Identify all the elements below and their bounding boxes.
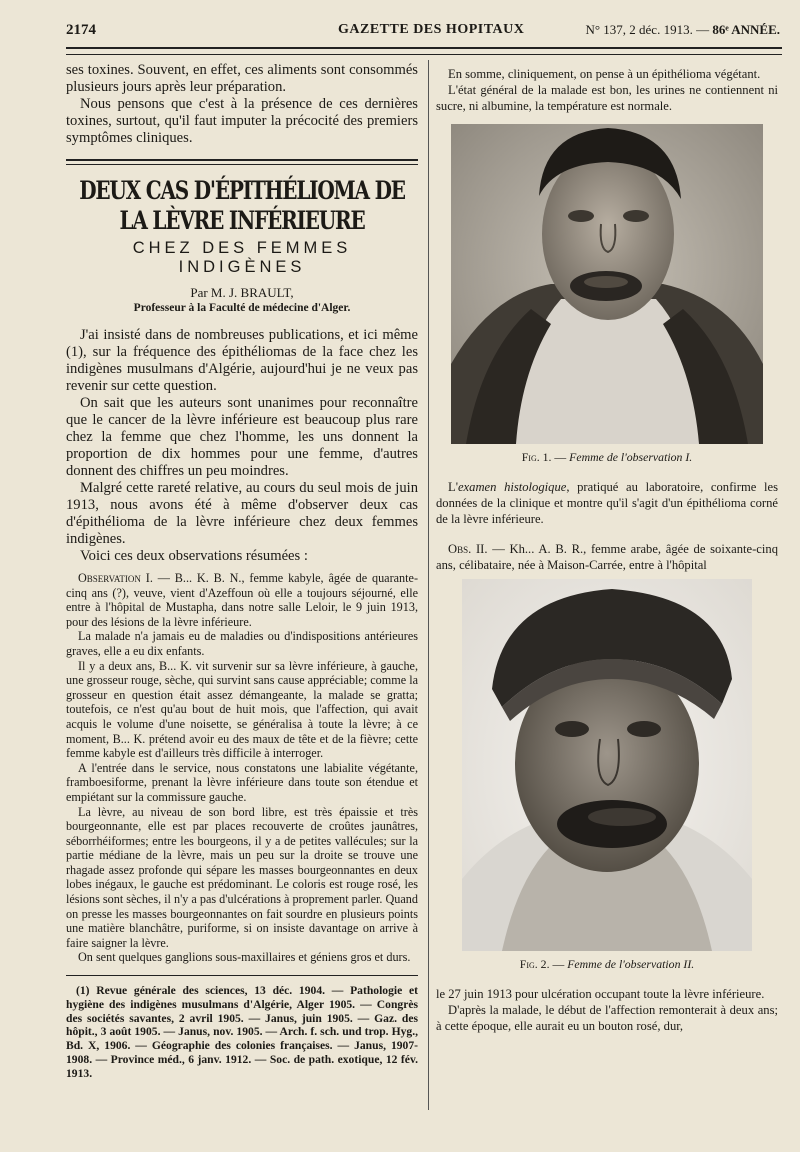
- figure-2-caption: [436, 957, 778, 972]
- observation-1-intro: [66, 571, 418, 629]
- observation-2-intro: [436, 541, 778, 573]
- figure-2-label: Fig. 2. —: [519, 957, 568, 971]
- histology-prefix: L': [448, 480, 458, 494]
- observation-2-paragraph: D'après la malade, le début de l'affection remonterait à deux ans; à cette époque, elle aurait eu un bouton rosé, dur,: [436, 1003, 778, 1033]
- right-column: [436, 66, 778, 1034]
- author-byline: Par M. J. BRAULT,: [190, 285, 294, 300]
- left-column: [66, 62, 418, 1081]
- portrait-2-image: [462, 579, 752, 951]
- body-paragraph: On sait que les auteurs sont unanimes pour reconnaître que le cancer de la lèvre inférieure est beaucoup plus rare chez la femme que chez l'homme, les uns donnent la proportion de dix hommes pour une femme, d'autres donnent des chiffres un peu moindres.: [66, 395, 418, 479]
- body-paragraph: Voici ces deux observations résumées :: [80, 548, 308, 564]
- portrait-1-image: [451, 124, 763, 444]
- observation-1-text: — B... K. B. N., femme kabyle, âgée de quarante-cinq ans (?), veuve, vient d'Azeffoun où elle a toujours séjourné, elle entre à l'hôpital de Mustapha, dans notre salle Leloir, le 9 juin 1913, pour des lésions de la lèvre inférieure.: [66, 571, 418, 629]
- observation-2-label: Obs. II.: [448, 542, 488, 556]
- conclusion-paragraph: En somme, cliniquement, on pense à un épithélioma végétant.: [448, 67, 761, 81]
- article-title: DEUX CAS D'ÉPITHÉLIOMA DE LA LÈVRE INFÉRIEURE: [79, 175, 405, 235]
- figure-2-photograph: [462, 579, 752, 951]
- issue-info: [585, 22, 780, 38]
- observation-2-text: — Kh... A. B. R., femme arabe, âgée de soixante-cinq ans, célibataire, née à Maison-Carrée, entre à l'hôpital: [436, 542, 778, 572]
- histology-paragraph: [436, 479, 778, 527]
- page-number: 2174: [66, 22, 96, 38]
- observation-2-paragraph: le 27 juin 1913 pour ulcération occupant toute la lèvre inférieure.: [436, 987, 765, 1001]
- author-affiliation: Professeur à la Faculté de médecine d'Alger.: [133, 302, 351, 314]
- issue-date: N° 137, 2 déc. 1913. —: [585, 22, 713, 37]
- status-paragraph: L'état général de la malade est bon, les urines ne contiennent ni sucre, ni albumine, la température est normale.: [436, 83, 778, 113]
- histology-emphasis: examen histologique: [457, 480, 567, 494]
- page-header: [66, 22, 780, 44]
- column-divider: [428, 60, 429, 1110]
- body-paragraph: J'ai insisté dans de nombreuses publications, et ici même (1), sur la fréquence des épithéliomas de la face chez les indigènes musulmans d'Algérie, aujourd'hui je ne veux pas revenir sur cette question.: [66, 327, 418, 394]
- article-separator: [66, 159, 418, 165]
- intro-paragraph: Nous pensons que c'est à la présence de ces dernières toxines, surtout, qu'il faut imputer la précocité des premiers symptômes cliniques.: [66, 96, 418, 146]
- issue-year: 86ᵉ ANNÉE.: [712, 22, 780, 37]
- header-rule: [66, 47, 782, 55]
- observation-paragraph: La lèvre, au niveau de son bord libre, est très épaissie et très bourgeonnante, elle est par places recouverte de croûtes jaunâtres, séborrhéiformes; entre les bourgeons, il y a de petites vallécules; sur la partie médiane de la lèvre, mais un peu sur la droite se trouve une rhagade assez profonde qui sépare les masses bourgeonnantes en deux lobes inégaux, le gauche est prédominant. Le coloris est rouge rosé, les lésions sont sèches, il n'y a pas d'ulcérations à proprement parler. Quand on presse les masses bourgeonnantes on fait sourdre en plusieurs points une matière blanchâtre, puriforme, si on insiste davantage on arrive à faire saigner la lèvre.: [66, 804, 418, 950]
- observation-1-label: Observation I.: [78, 571, 153, 585]
- observation-paragraph: La malade n'a jamais eu de maladies ou d'indispositions antérieures graves, elle a eu dix enfants.: [66, 629, 418, 658]
- intro-paragraph: ses toxines. Souvent, en effet, ces aliments sont consommés plusieurs jours après leur préparation.: [66, 62, 418, 95]
- figure-2-caption-text: Femme de l'observation II.: [567, 957, 695, 971]
- figure-1-label: Fig. 1. —: [521, 450, 570, 464]
- footnote: (1) Revue générale des sciences, 13 déc. 1904. — Pathologie et hygiène des indigènes musulmans d'Algérie, Alger 1905. — Congrès des sociétés savantes, 2 avril 1905. — Janus, juin 1905. — Gaz. des hôpit., 3 août 1905. — Janus, nov. 1905. — Arch. f. sch. und trop. Hyg., Bd. X, 1906. — Géographie des colonies françaises. — Janus, 1907-1908. — Province méd., 6 janv. 1912. — Soc. de path. exotique, 12 fév. 1913.: [66, 984, 418, 1080]
- journal-title: GAZETTE DES HOPITAUX: [338, 22, 525, 37]
- figure-1-caption: [436, 450, 778, 465]
- observation-paragraph: On sent quelques ganglions sous-maxillaires et géniens gros et durs.: [78, 950, 411, 965]
- observation-paragraph: Il y a deux ans, B... K. vit survenir sur sa lèvre inférieure, à gauche, une grosseur rouge, sèche, qui survint sans cause appréciable; comme la grosseur en question était assez démangeante, la malade se gratta; toutefois, ce n'est qu'au bout de huit mois, que l'affection, qui avait acquis le volume d'une noisette, se généralisa à toute la lèvre; à ce moment, B... K. prétend avoir eu des maux de tête et de la fièvre; cette femme kabyle est d'ailleurs très difficile à interroger.: [66, 658, 418, 761]
- body-paragraph: Malgré cette rareté relative, au cours du seul mois de juin 1913, nous avons été à même d'observer deux cas d'épithélioma de la lèvre inférieure chez deux femmes indigènes.: [66, 480, 418, 547]
- footnote-rule: [66, 975, 418, 976]
- figure-1-photograph: [451, 124, 763, 444]
- figure-1-caption-text: Femme de l'observation I.: [569, 450, 693, 464]
- observation-paragraph: A l'entrée dans le service, nous constatons une labialite végétante, framboesiforme, prenant la lèvre inférieure dans toute son étendue et empiétant sur la commissure gauche.: [66, 760, 418, 804]
- article-subtitle: CHEZ DES FEMMES INDIGÈNES: [132, 239, 352, 276]
- histology-text: , pratiqué au laboratoire, confirme les données de la clinique et montre qu'il s'agit d'un épithélioma corné de la lèvre inférieure.: [436, 480, 778, 526]
